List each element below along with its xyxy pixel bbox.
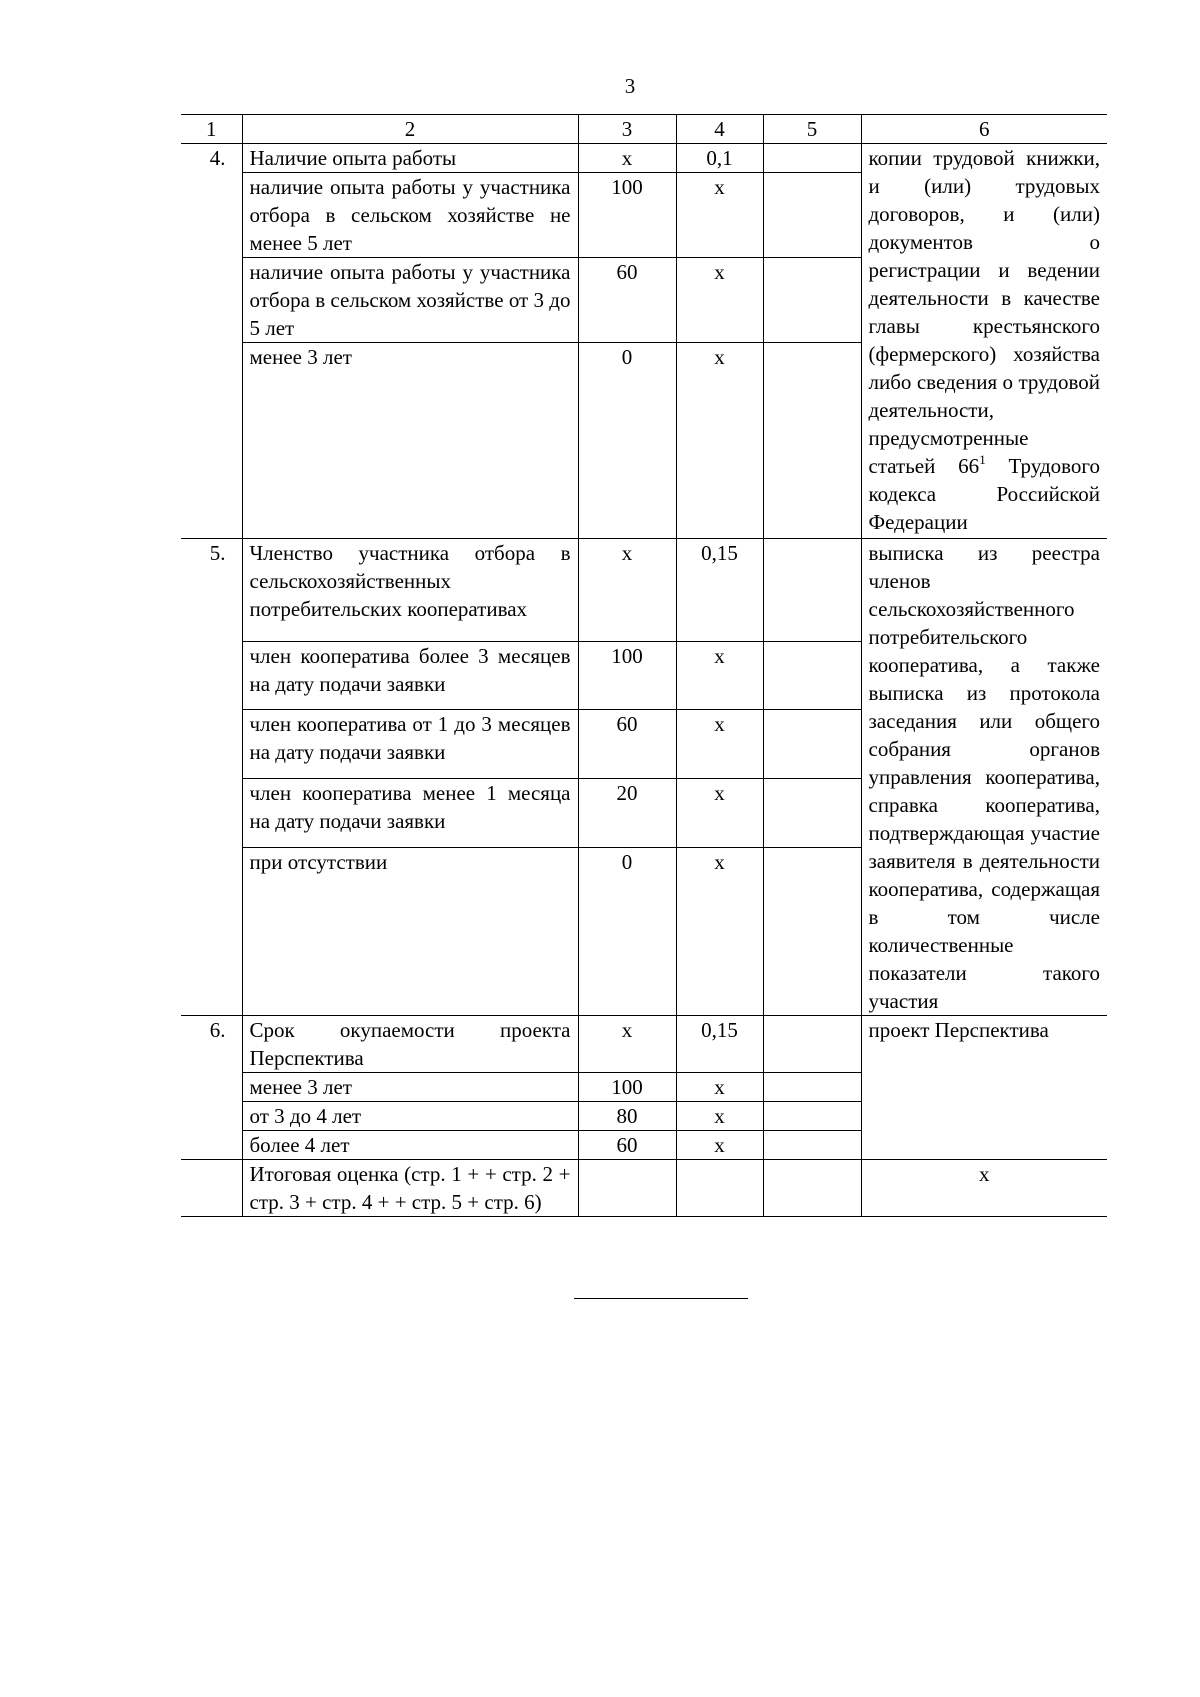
documents-cell: х: [861, 1160, 1107, 1217]
weight-cell: 0,15: [676, 1016, 763, 1073]
row-number: [181, 1160, 242, 1217]
criterion-cell: Срок окупаемости проекта Перспектива: [242, 1016, 578, 1073]
value-cell: [763, 539, 861, 642]
criterion-cell: наличие опыта работы у участника отбора в сельском хозяйстве не менее 5 лет: [242, 173, 578, 258]
score-cell: 20: [578, 779, 676, 848]
column-header: 3: [578, 115, 676, 144]
value-cell: [763, 343, 861, 539]
score-cell: 60: [578, 258, 676, 343]
weight-cell: х: [676, 173, 763, 258]
value-cell: [763, 641, 861, 710]
column-header: 5: [763, 115, 861, 144]
documents-text: копии трудовой книжки, и (или) трудовых договоров, и (или) документов о регистрации и ведении деятельности в качестве главы крестьянского (фермерского) хозяйства либо сведения о трудовой деятельности, предусмотренные статьей 66: [868, 146, 1100, 478]
value-cell: [763, 1102, 861, 1131]
table-row: [181, 144, 1107, 173]
weight-cell: х: [676, 1131, 763, 1160]
score-cell: х: [578, 1016, 676, 1073]
row-number: 6.: [181, 1016, 242, 1160]
score-cell: 80: [578, 1102, 676, 1131]
value-cell: [763, 1131, 861, 1160]
value-cell: [763, 1160, 861, 1217]
weight-cell: х: [676, 848, 763, 1016]
documents-cell: проект Перспектива: [861, 1016, 1107, 1160]
score-cell: 100: [578, 173, 676, 258]
value-cell: [763, 710, 861, 779]
value-cell: [763, 144, 861, 173]
row-number: 4.: [181, 144, 242, 539]
criterion-cell: менее 3 лет: [242, 343, 578, 539]
criterion-cell: от 3 до 4 лет: [242, 1102, 578, 1131]
weight-cell: х: [676, 258, 763, 343]
criteria-table: [181, 114, 1107, 1217]
value-cell: [763, 258, 861, 343]
table-row: [181, 539, 1107, 642]
value-cell: [763, 848, 861, 1016]
weight-cell: х: [676, 710, 763, 779]
end-separator-line: [574, 1298, 748, 1299]
weight-cell: 0,15: [676, 539, 763, 642]
column-header: 6: [861, 115, 1107, 144]
column-header: 1: [181, 115, 242, 144]
page-number: 3: [624, 74, 636, 98]
criterion-cell: наличие опыта работы у участника отбора в сельском хозяйстве от 3 до 5 лет: [242, 258, 578, 343]
column-header: 2: [242, 115, 578, 144]
score-cell: [578, 1160, 676, 1217]
criterion-cell: более 4 лет: [242, 1131, 578, 1160]
weight-cell: х: [676, 1102, 763, 1131]
weight-cell: х: [676, 343, 763, 539]
value-cell: [763, 1073, 861, 1102]
score-cell: 100: [578, 1073, 676, 1102]
score-cell: 0: [578, 343, 676, 539]
weight-cell: [676, 1160, 763, 1217]
documents-cell: [861, 144, 1107, 539]
criterion-cell: Членство участника отбора в сельскохозяйственных потребительских кооперативах: [242, 539, 578, 642]
weight-cell: х: [676, 779, 763, 848]
weight-cell: х: [676, 1073, 763, 1102]
criterion-cell: менее 3 лет: [242, 1073, 578, 1102]
criterion-cell: Наличие опыта работы: [242, 144, 578, 173]
value-cell: [763, 779, 861, 848]
score-cell: 0: [578, 848, 676, 1016]
criterion-cell: член кооператива более 3 месяцев на дату подачи заявки: [242, 641, 578, 710]
criterion-cell: при отсутствии: [242, 848, 578, 1016]
table-header-row: [181, 115, 1107, 144]
weight-cell: 0,1: [676, 144, 763, 173]
column-header: 4: [676, 115, 763, 144]
score-cell: 100: [578, 641, 676, 710]
total-row: [181, 1160, 1107, 1217]
criterion-cell: член кооператива менее 1 месяца на дату подачи заявки: [242, 779, 578, 848]
score-cell: 60: [578, 710, 676, 779]
table-row: [181, 1016, 1107, 1073]
value-cell: [763, 173, 861, 258]
documents-text-tail: Трудового кодекса Российской Федерации: [868, 454, 1100, 534]
value-cell: [763, 1016, 861, 1073]
score-cell: х: [578, 144, 676, 173]
documents-superscript: 1: [979, 452, 986, 467]
score-cell: х: [578, 539, 676, 642]
score-cell: 60: [578, 1131, 676, 1160]
row-number: 5.: [181, 539, 242, 1016]
documents-cell: выписка из реестра членов сельскохозяйственного потребительского кооператива, а также выписка из протокола заседания или общего собрания органов управления кооператива, справка кооператива, подтверждающая участие заявителя в деятельности кооператива, содержащая в том числе количественные показатели такого участия: [861, 539, 1107, 1016]
criterion-cell: Итоговая оценка (стр. 1 + + стр. 2 + стр. 3 + стр. 4 + + стр. 5 + стр. 6): [242, 1160, 578, 1217]
criterion-cell: член кооператива от 1 до 3 месяцев на дату подачи заявки: [242, 710, 578, 779]
weight-cell: х: [676, 641, 763, 710]
